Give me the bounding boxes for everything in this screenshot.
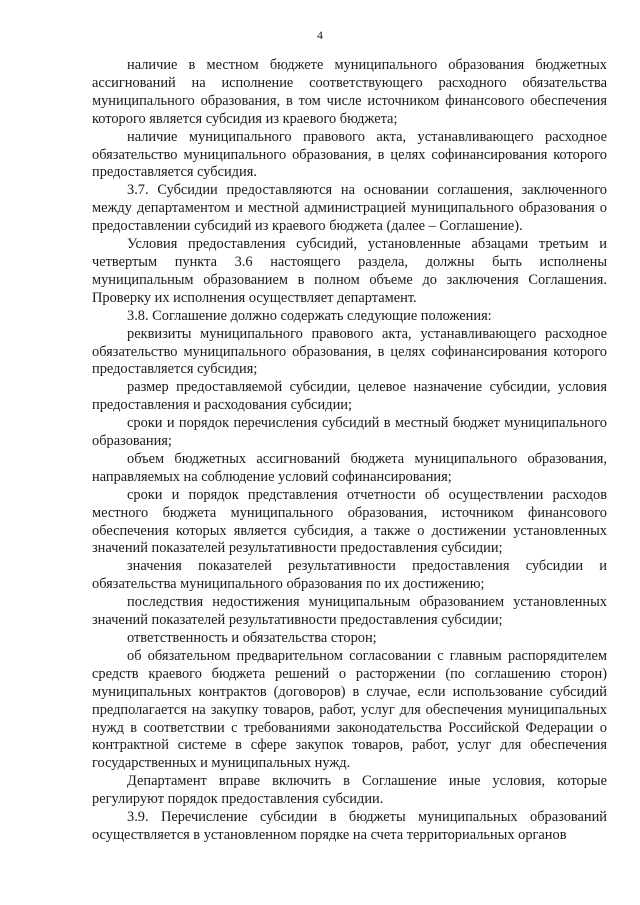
paragraph: наличие муниципального правового акта, устанавливающего расходное обязательство муниципального образования, в целях софинансирования которого предоставляется субсидия. xyxy=(92,128,607,181)
paragraph: 3.9. Перечисление субсидии в бюджеты муниципальных образований осуществляется в установленном порядке на счета территориальных органов xyxy=(92,809,607,843)
paragraph: сроки и порядок перечисления субсидий в местный бюджет муниципального образования; xyxy=(92,415,607,450)
paragraph: об обязательном предварительном согласовании с главным распорядителем средств краевого бюджета решений о расторжении (по соглашению сторон) муниципальных контрактов (договоров) в случае, если использование субсидий предполагается на закупку товаров, работ, услуг для обеспечения муниципальных нужд в соответствии с требованиями законодательства Российской Федерации о контрактной системе в сфере закупок товаров, работ, услуг для обеспечения государственных и муниципальных нужд. xyxy=(92,647,607,772)
paragraph: 3.8. Соглашение должно содержать следующие положения: xyxy=(127,307,492,324)
paragraph: сроки и порядок представления отчетности об осуществлении расходов местного бюджета муниципального образования, источником финансового обеспечения которых является субсидия, а также о достижении установленных значений показателей результативности предоставления субсидии; xyxy=(92,486,607,557)
paragraph: объем бюджетных ассигнований бюджета муниципального образования, направляемых на соблюдение условий софинансирования; xyxy=(92,450,607,485)
paragraph: 3.7. Субсидии предоставляются на основании соглашения, заключенного между департаментом и местной администрацией муниципального образования о предоставлении субсидий из краевого бюджета (далее – Соглашение). xyxy=(92,182,607,235)
paragraph: Департамент вправе включить в Соглашение иные условия, которые регулируют порядок предоставления субсидии. xyxy=(92,773,607,808)
paragraph: последствия недостижения муниципальным образованием установленных значений показателей результативности предоставления субсидии; xyxy=(92,594,607,629)
paragraph: Условия предоставления субсидий, установленные абзацами третьим и четвертым пункта 3.6 настоящего раздела, должны быть исполнены муниципальным образованием в полном объеме до заключения Соглашения. Проверку их исполнения осуществляет департамент. xyxy=(92,236,607,306)
paragraph: размер предоставляемой субсидии, целевое назначение субсидии, условия предоставления и расходования субсидии; xyxy=(92,379,607,414)
paragraph: ответственность и обязательства сторон; xyxy=(127,630,377,646)
paragraph: наличие в местном бюджете муниципального образования бюджетных ассигнований на исполнение соответствующего расходного обязательства муниципального образования, в том числе источником финансового обеспечения которого является субсидия из краевого бюджета; xyxy=(92,57,607,127)
page-number: 4 xyxy=(317,28,323,42)
paragraph: значения показателей результативности предоставления субсидии и обязательства муниципального образования по их достижению; xyxy=(92,558,607,593)
paragraph: реквизиты муниципального правового акта, устанавливающего расходное обязательство муниципального образования, в целях софинансирования которого предоставляется субсидия; xyxy=(92,325,607,378)
document-body xyxy=(92,57,607,845)
